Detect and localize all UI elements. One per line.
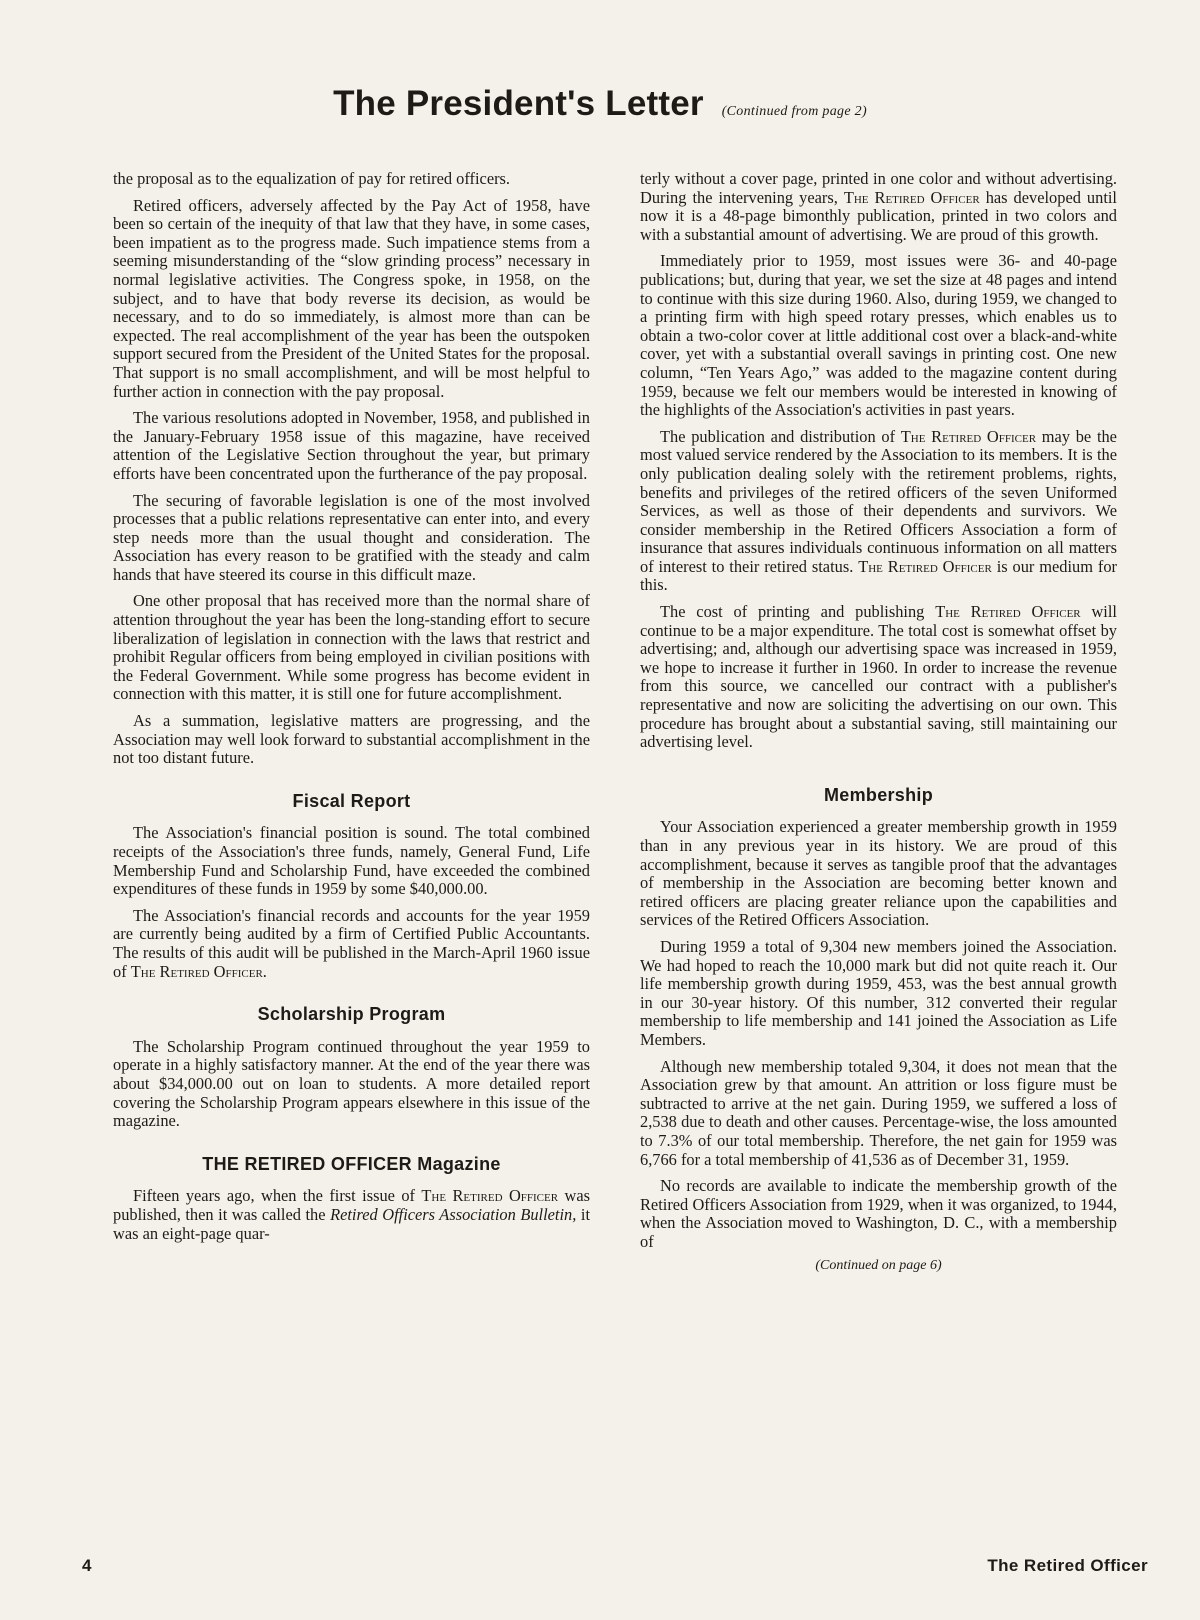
continued-from-note: (Continued from page 2) <box>721 104 867 119</box>
paragraph <box>640 603 1117 752</box>
magazine-heading: THE RETIRED OFFICER Magazine <box>202 1153 501 1174</box>
magazine-name: The Retired Officer <box>843 187 980 207</box>
paragraph: the proposal as to the equalization of pay for retired officers. <box>113 169 511 188</box>
right-column <box>640 170 1117 1276</box>
paragraph <box>640 170 1117 244</box>
bulletin-name: Retired Officers Association Bulletin, <box>330 1204 577 1224</box>
paragraph: No records are available to indicate the membership growth of the Retired Officers Association from 1929, when it was organized, to 1944, when the Association moved to Washington, D. C., with a membership of <box>640 1176 1117 1251</box>
text-run: The publication and distribution of <box>660 426 896 446</box>
paragraph: The Scholarship Program continued throughout the year 1959 to operate in a highly satisfactory manner. At the end of the year there was about $34,000.00 out on loan to students. A more detailed report covering the Scholarship Program appears elsewhere in this issue of the magazine. <box>113 1036 590 1131</box>
text-run: has developed until now it is a 48-page bimonthly publication, printed in two colors and with a substantial amount of advertising. We are proud of this growth. <box>640 187 1117 244</box>
page-title: The President's Letter <box>333 84 704 123</box>
text-run: Fifteen years ago, when the first issue of <box>133 1186 415 1206</box>
membership-heading: Membership <box>823 784 934 805</box>
page-header <box>0 84 1200 124</box>
paragraph: As a summation, legislative matters are progressing, and the Association may well look forward to substantial accomplishment in the not too distant future. <box>113 711 590 768</box>
text-run: will continue to be a major expenditure. The total cost is somewhat offset by advertising; and, although our advertising space was increased in 1959, we hope to increase it further in 1960. In order to increase the revenue from this source, we cancelled our contract with a publisher's representative and now are soliciting the advertising on our own. This procedure has brought about a substantial saving, still maintaining our advertising level. <box>640 602 1117 752</box>
continued-on-note: (Continued on page 6) <box>815 1258 942 1274</box>
paragraph: During 1959 a total of 9,304 new members joined the Association. We had hoped to reach the 10,000 mark but did not quite reach it. Our life membership growth during 1959, 453, was the best annual growth in our 30-year history. Of this number, 312 converted their regular membership to life membership and 141 joined the Association as Life Members. <box>640 936 1117 1049</box>
paragraph: Although new membership totaled 9,304, it does not mean that the Association grew by that amount. An attrition or loss figure must be subtracted to arrive at the net gain. During 1959, we suffered a loss of 2,538 due to death and other causes. Percentage-wise, the loss amounted to 7.3% of our total membership. Therefore, the net gain for 1959 was 6,766 for a total membership of 41,536 as of December 31, 1959. <box>640 1056 1117 1169</box>
magazine-name: The Retired Officer. <box>130 961 267 981</box>
magazine-name: The Retired Officer <box>421 1186 559 1206</box>
text-run: The Association's financial records and accounts for the year 1959 are currently being audited by a firm of Certified Public Accountants. The results of this audit will be published in the March-April 1960 issue of <box>113 905 590 981</box>
magazine-name: The Retired Officer <box>900 426 1037 446</box>
text-run: The cost of printing and publishing <box>660 602 925 622</box>
publication-footer: The Retired Officer <box>987 1556 1148 1575</box>
paragraph: The Association's financial position is sound. The total combined receipts of the Association's three funds, namely, General Fund, Life Membership Fund and Scholarship Fund, have exceeded the combined expenditures of these funds in 1959 by some $40,000.00. <box>113 823 590 899</box>
paragraph: Your Association experienced a greater membership growth in 1959 than in any previous year in its history. We are proud of this accomplishment, because it serves as tangible proof that the advantages of membership in the Association are becoming better known and retired officers are placing greater reliance upon the capabilities and services of the Retired Officers Association. <box>640 817 1117 930</box>
paragraph: The securing of favorable legislation is one of the most involved processes that a public relations representative can enter into, and every step needs more than the usual thought and consideration. The Association has every reason to be gratified with the steady and calm hands that have steered its course in this difficult maze. <box>113 490 590 584</box>
paragraph: The various resolutions adopted in November, 1958, and published in the January-February 1958 issue of this magazine, have received attention of the Legislative Section throughout the year, but primary efforts have been concentrated upon the furtherance of the pay proposal. <box>113 408 590 483</box>
paragraph <box>113 907 590 981</box>
paragraph: Retired officers, adversely affected by the Pay Act of 1958, have been so certain of the inequity of that law that they have, in some cases, been impatient as to the progress made. Such impatience stems from a seeming misunderstanding of the “slow grinding process” necessary in normal legislative activities. The Congress spoke, in 1958, on the subject, and to have that body reverse its decision, as would be necessary, and to do so immediately, is almost more than can be expected. The real accomplishment of the year has been the outspoken support secured from the President of the United States for the proposal. That support is no small accomplishment, and will be most helpful to further action in connection with the pay proposal. <box>113 195 590 401</box>
text-run: may be the most valued service rendered by the Association to its members. It is the only publication dealing solely with the retirement problems, rights, benefits and privileges of the retired officers of the seven Uniformed Services, as well as those of their dependents and survivors. We consider membership in the Retired Officers Association a form of insurance that assures individuals continuous information on all matters of interest to their retired status. <box>640 426 1117 576</box>
magazine-name: The Retired Officer <box>935 602 1081 622</box>
paragraph: Immediately prior to 1959, most issues were 36- and 40-page publications; but, during that year, we set the size at 48 pages and intend to continue with this size during 1960. Also, during 1959, we changed to a printing firm with high speed rotary presses, which enables us to obtain a two-color cover at little additional cost over a black-and-white cover, yet with a substantial overall savings in printing cost. One new column, “Ten Years Ago,” was added to the magazine content during 1959, because we felt our members would be interested in knowing of the highlights of the Association's activities in past years. <box>640 251 1117 420</box>
text-run: it was an eight-page quar- <box>113 1204 590 1243</box>
fiscal-report-heading: Fiscal Report <box>292 790 411 811</box>
scholarship-program-heading: Scholarship Program <box>257 1004 446 1025</box>
left-column <box>113 170 590 1251</box>
paragraph <box>640 428 1117 595</box>
paragraph: One other proposal that has received more than the normal share of attention throughout the year has been the long-standing effort to secure liberalization of legislation in connection with the laws that restrict and prohibit Regular officers from being employed in civilian positions with the Federal Government. While some progress has become evident in connection with this matter, it is still one for future accomplishment. <box>113 591 590 704</box>
page-number: 4 <box>82 1556 92 1575</box>
text-run: terly without a cover page, printed in one color and without advertising. During the intervening years, <box>640 169 1117 207</box>
text-run: is our medium for this. <box>640 556 1117 595</box>
text-run: was published, then it was called the <box>113 1186 590 1224</box>
paragraph <box>113 1187 590 1243</box>
magazine-name: The Retired Officer <box>858 556 992 576</box>
